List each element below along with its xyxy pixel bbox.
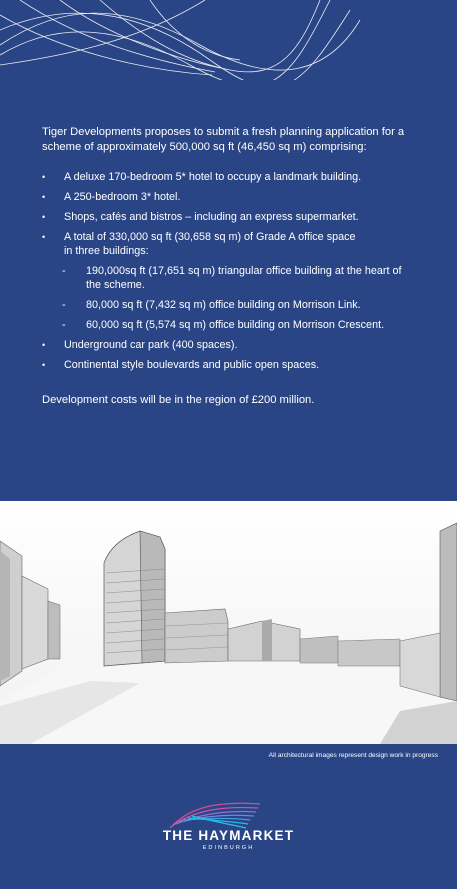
bullet-marker: •	[42, 232, 46, 242]
bullet-marker: •	[42, 360, 46, 370]
list-item	[42, 170, 412, 184]
sub-list-item	[64, 264, 412, 292]
list-item-text: A deluxe 170-bedroom 5* hotel to occupy a landmark building.	[64, 171, 362, 183]
architectural-render-image	[0, 501, 457, 744]
image-caption: All architectural images represent design work in progress	[268, 752, 438, 759]
list-item-text: A total of 330,000 sq ft (30,658 sq m) of Grade A office space in three buildings:	[64, 231, 356, 257]
dash-marker: -	[62, 265, 66, 277]
bullet-marker: •	[42, 192, 46, 202]
scheme-list	[42, 170, 412, 378]
dash-marker: -	[62, 319, 66, 331]
list-item	[42, 358, 412, 372]
development-costs-statement: Development costs will be in the region of £200 million.	[42, 394, 315, 406]
sub-list-item-text: 80,000 sq ft (7,432 sq m) office building on Morrison Link.	[86, 299, 361, 311]
decorative-wave-lines	[0, 0, 457, 80]
list-item	[42, 230, 412, 332]
sub-list-item	[64, 318, 412, 332]
sub-list-item-text: 190,000sq ft (17,651 sq m) triangular office building at the heart of the scheme.	[86, 265, 402, 291]
list-item-text: Shops, cafés and bistros – including an express supermarket.	[64, 211, 359, 223]
brand-city: EDINBURGH	[202, 845, 255, 851]
sub-list-item-text: 60,000 sq ft (5,574 sq m) office building on Morrison Crescent.	[86, 319, 385, 331]
list-item-text: Underground car park (400 spaces).	[64, 339, 238, 351]
list-item	[42, 210, 412, 224]
office-sublist	[64, 264, 412, 332]
intro-paragraph: Tiger Developments proposes to submit a fresh planning application for a scheme of approximately 500,000 sq ft (46,450 sq m) comprising:	[42, 126, 405, 153]
dash-marker: -	[62, 299, 66, 311]
list-item	[42, 338, 412, 352]
bullet-marker: •	[42, 172, 46, 182]
list-item-text: Continental style boulevards and public open spaces.	[64, 359, 320, 371]
bullet-marker: •	[42, 212, 46, 222]
list-item-text: A 250-bedroom 3* hotel.	[64, 191, 181, 203]
bullet-marker: •	[42, 340, 46, 350]
list-item	[42, 190, 412, 204]
brand-name: THE HAYMARKET	[162, 828, 295, 843]
sub-list-item	[64, 298, 412, 312]
